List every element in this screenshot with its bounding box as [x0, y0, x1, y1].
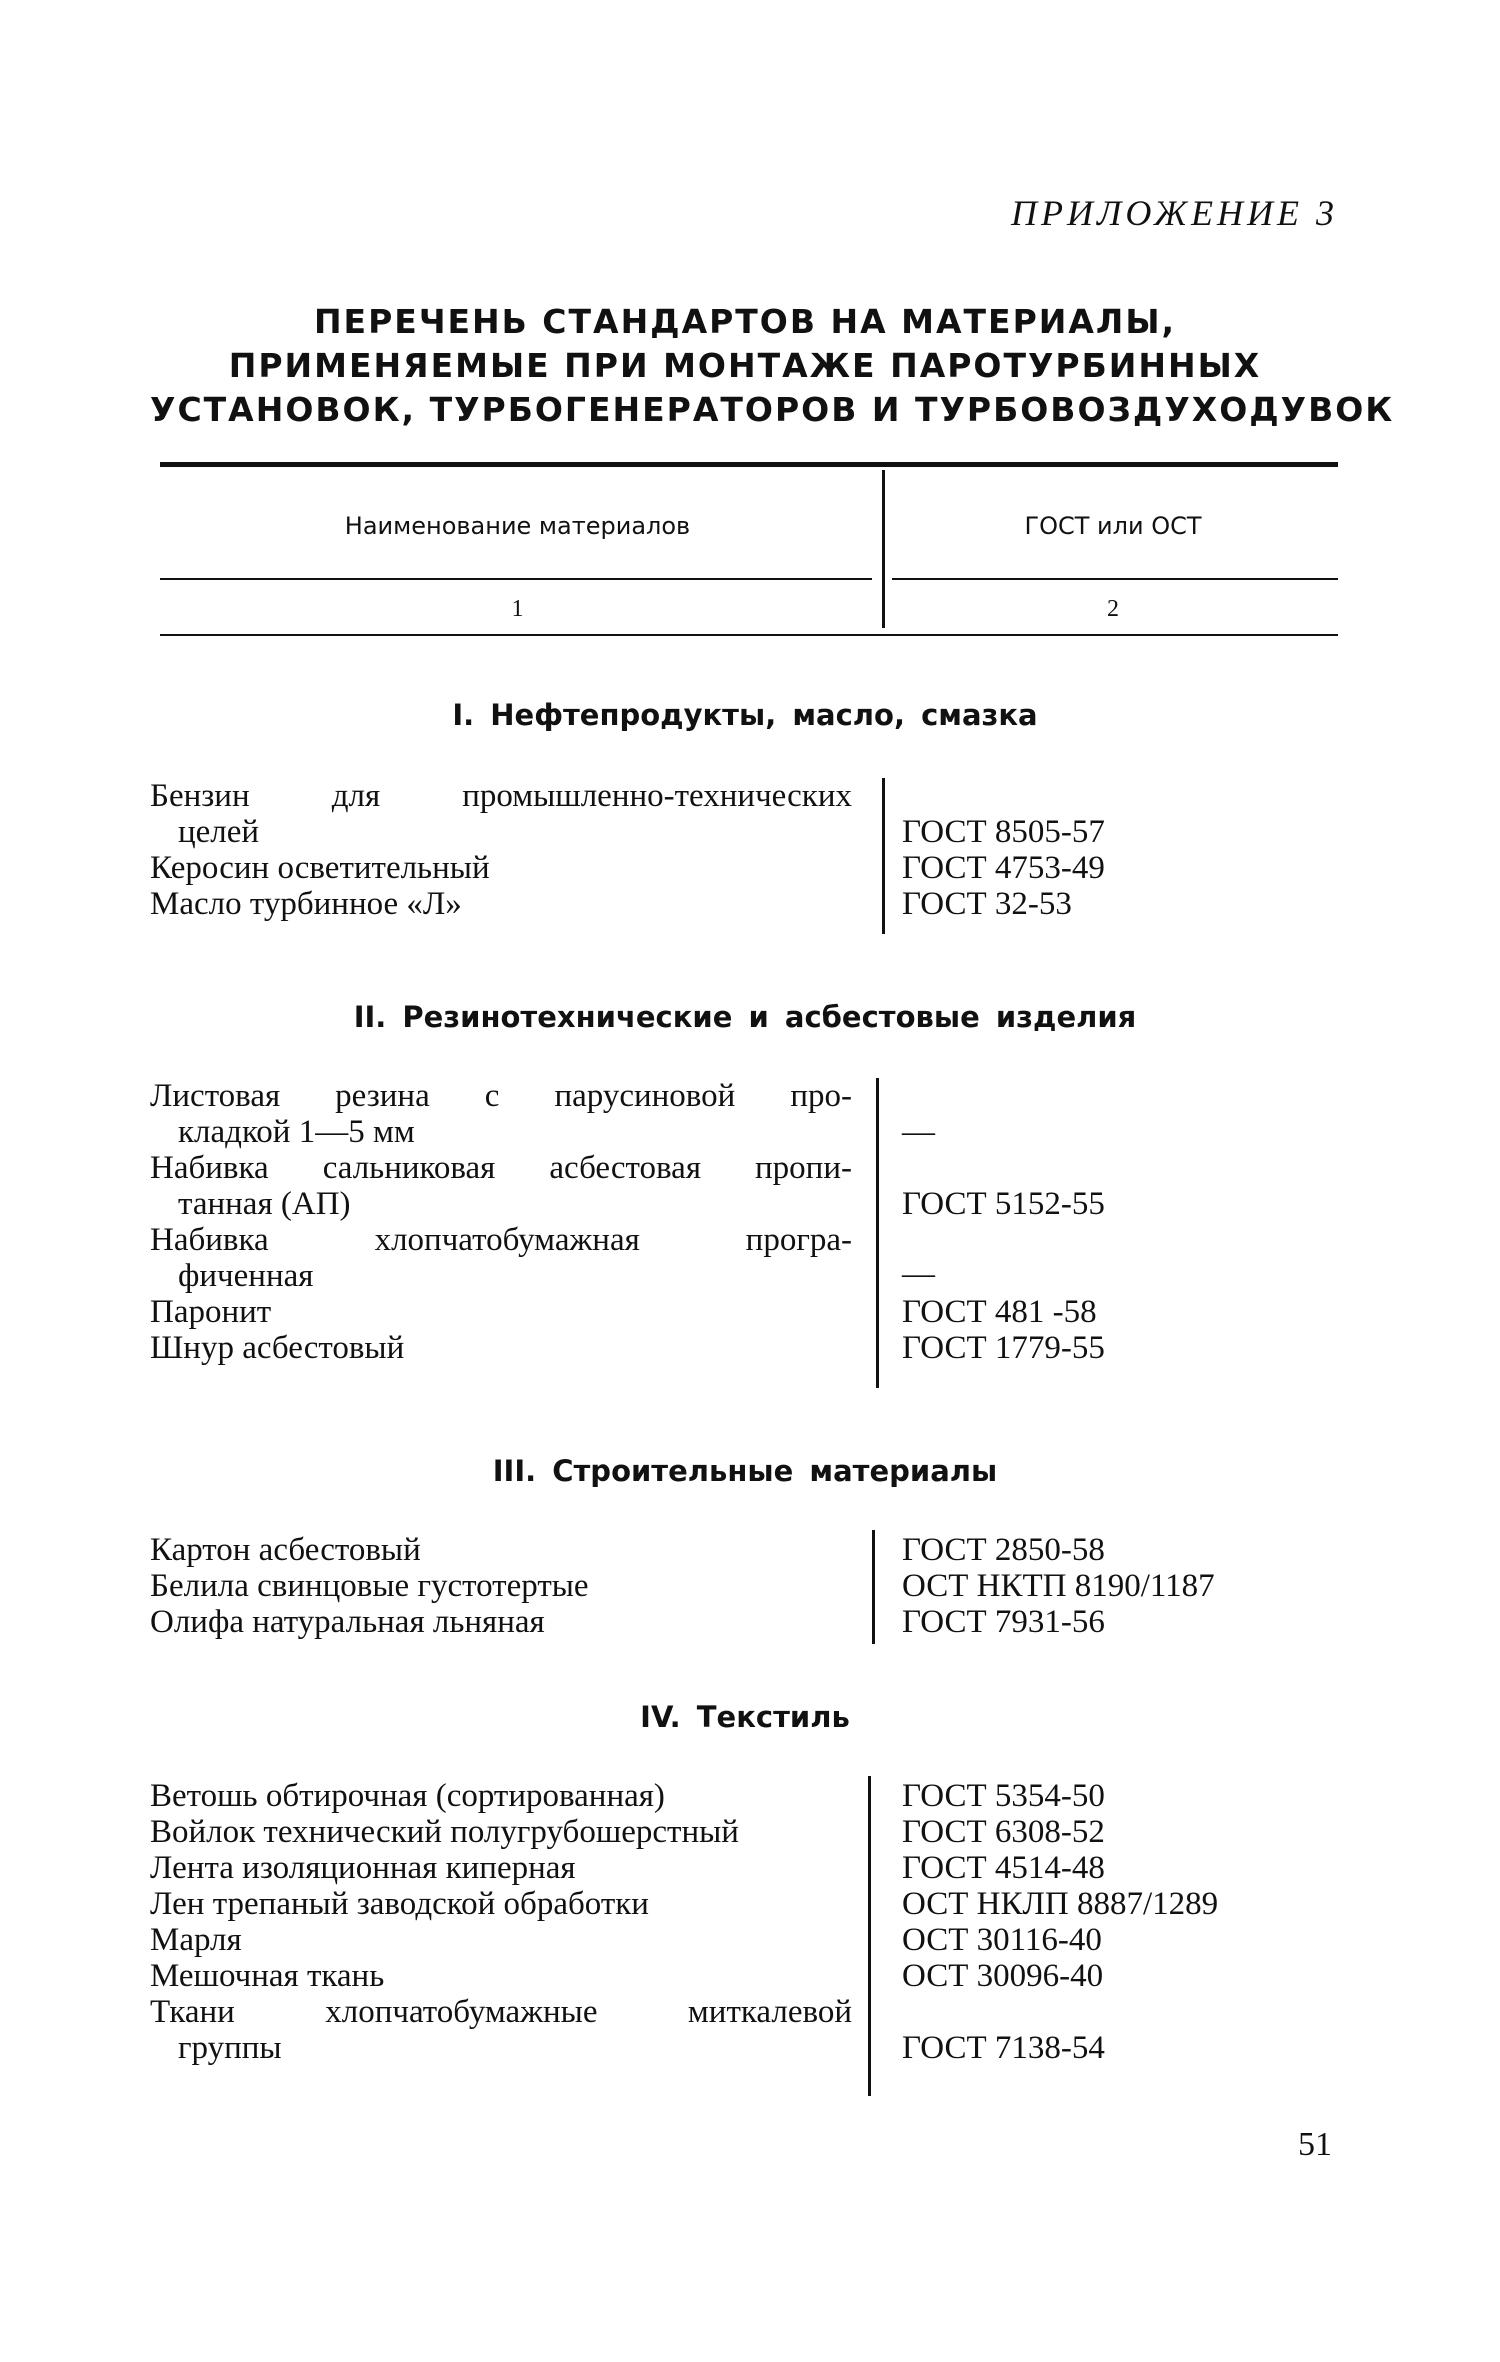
section-heading: I. Нефтепродукты, масло, смазка [452, 698, 1038, 732]
title-line: ПЕРЕЧЕНЬ СТАНДАРТОВ НА МАТЕРИАЛЫ, [313, 302, 1177, 341]
table-top-rule [160, 462, 1338, 467]
section-heading: IV. Текстиль [640, 1700, 850, 1734]
section-divider [882, 778, 885, 934]
standard-code: ОСТ 30096-40 [902, 1958, 1104, 1994]
list-item: Бензин для промышленно-технических [150, 778, 852, 814]
standard-code: ГОСТ 32-53 [902, 886, 1072, 922]
section-heading: III. Строительные материалы [492, 1454, 998, 1488]
list-item: танная (АП) [178, 1186, 351, 1222]
list-item: Белила свинцовые густотертые [150, 1568, 589, 1604]
list-item: целей [178, 814, 260, 850]
standard-code: ГОСТ 4514-48 [902, 1850, 1105, 1886]
page-number: 51 [1298, 2126, 1332, 2163]
section-heading: II. Резинотехнические и асбестовые изделия [353, 1000, 1137, 1034]
standard-code: ГОСТ 481 -58 [902, 1294, 1097, 1330]
list-item: Олифа натуральная льняная [150, 1604, 545, 1640]
list-item: Масло турбинное «Л» [150, 886, 462, 922]
list-item: фиченная [178, 1258, 314, 1294]
list-item: Листовая резина с парусиновой про- [150, 1078, 852, 1114]
column-header-name: Наименование материалов [344, 512, 691, 540]
standard-code: ГОСТ 7931-56 [902, 1604, 1105, 1640]
standard-code: ГОСТ 7138-54 [902, 2030, 1105, 2066]
standard-code: ГОСТ 2850-58 [902, 1532, 1105, 1568]
list-item: Набивка сальниковая асбестовая пропи- [150, 1150, 852, 1186]
appendix-label: ПРИЛОЖЕНИЕ 3 [1011, 193, 1338, 233]
standard-code: ГОСТ 5354-50 [902, 1778, 1105, 1814]
standard-code: ОСТ НКТП 8190/1187 [902, 1568, 1215, 1604]
list-item: группы [178, 2030, 282, 2066]
standard-code: ГОСТ 4753-49 [902, 850, 1105, 886]
header-bottom-rule [160, 634, 1338, 636]
list-item: Паронит [150, 1294, 272, 1330]
header-rule [160, 578, 872, 580]
list-item: Картон асбестовый [150, 1532, 421, 1568]
standard-code: — [902, 1256, 935, 1292]
list-item: Марля [150, 1922, 242, 1958]
standard-code: ГОСТ 5152-55 [902, 1186, 1105, 1222]
list-item: Мешочная ткань [150, 1958, 385, 1994]
list-item: Лен трепаный заводской обработки [150, 1886, 649, 1922]
standard-code: — [902, 1114, 935, 1150]
standard-code: ГОСТ 1779-55 [902, 1330, 1105, 1366]
column-header-standard: ГОСТ или ОСТ [1024, 512, 1202, 540]
document-title [150, 300, 1395, 432]
list-item: Ветошь обтирочная (сортированная) [150, 1778, 665, 1814]
standard-code: ОСТ НКЛП 8887/1289 [902, 1886, 1219, 1922]
list-item: Керосин осветительный [150, 850, 490, 886]
list-item: Ткани хлопчатобумажные миткалевой [150, 1994, 852, 2030]
column-number-1: 1 [511, 596, 524, 622]
title-line: ПРИМЕНЯЕМЫЕ ПРИ МОНТАЖЕ ПАРОТУРБИННЫХ [228, 346, 1262, 385]
column-divider [882, 470, 885, 628]
standard-code: ОСТ 30116-40 [902, 1922, 1102, 1958]
list-item: Набивка хлопчатобумажная програ- [150, 1222, 852, 1258]
column-number-2: 2 [1107, 596, 1119, 622]
list-item: Лента изоляционная киперная [150, 1850, 576, 1886]
list-item: Войлок технический полугрубошерстный [150, 1814, 739, 1850]
list-item: Шнур асбестовый [150, 1330, 405, 1366]
list-item: кладкой 1—5 мм [178, 1114, 415, 1150]
standard-code: ГОСТ 8505-57 [902, 814, 1105, 850]
section-divider [872, 1530, 875, 1644]
header-rule [892, 578, 1338, 580]
standard-code: ГОСТ 6308-52 [902, 1814, 1105, 1850]
title-line: УСТАНОВОК, ТУРБОГЕНЕРАТОРОВ И ТУРБОВОЗДУХОДУВОК [150, 390, 1395, 429]
